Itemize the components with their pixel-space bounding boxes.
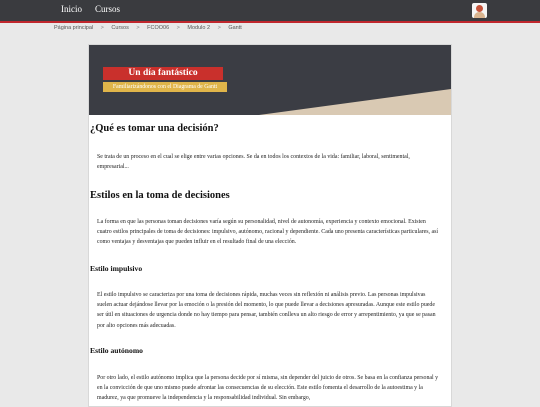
paragraph-autonomous: Por otro lado, el estilo autónomo implica que la persona decide por sí misma, sin depender del juicio de otros. Se basa en la confianza personal y en la convicción de que uno mismo puede afrontar las consecuencias de su elección. Este estilo fomenta el desarrollo de la autoestima y la madurez, ya que promueve la independencia y la responsabilidad individual. Sin embargo,	[97, 375, 439, 402]
breadcrumb-separator: >	[100, 25, 104, 31]
top-navbar	[0, 0, 540, 23]
banner-subtitle: Familiarizándonos con el Diagrama de Gantt	[103, 82, 227, 92]
breadcrumb-separator: >	[136, 25, 140, 31]
breadcrumb-courses[interactable]: Cursos	[111, 25, 129, 31]
heading-impulsive: Estilo impulsivo	[90, 264, 143, 273]
breadcrumb-separator: >	[217, 25, 221, 31]
breadcrumb-home[interactable]: Página principal	[54, 25, 94, 31]
heading-styles: Estilos en la toma de decisiones	[90, 190, 230, 201]
banner-decoration	[89, 45, 451, 115]
breadcrumb-current: Gantt	[228, 25, 242, 31]
nav-courses-link[interactable]: Cursos	[95, 4, 121, 14]
banner-title: Un día fantástico	[103, 67, 223, 80]
page-banner	[89, 45, 451, 115]
heading-decision: ¿Qué es tomar una decisión?	[90, 123, 219, 134]
breadcrumb-module[interactable]: Modulo 2	[187, 25, 211, 31]
paragraph-impulsive: El estilo impulsivo se caracteriza por una toma de decisiones rápida, muchas veces sin reflexión ni análisis previo. Las personas impulsivas suelen actuar dejándose llevar por la emoción o la presión del momento, lo que puede llevar a decisiones apresuradas. Aunque este estilo puede ser útil en situaciones de urgencia donde no hay tiempo para pensar, también conlleva un alto riesgo de error y arrepentimiento, ya que se pasan por alto opciones más adecuadas.	[97, 292, 436, 329]
breadcrumb-separator: >	[176, 25, 180, 31]
user-avatar-icon[interactable]	[472, 3, 487, 18]
nav-home-link[interactable]: Inicio	[61, 4, 82, 14]
heading-autonomous: Estilo autónomo	[90, 346, 143, 355]
breadcrumb-course-code[interactable]: FCOO06	[147, 25, 170, 31]
paragraph-styles: La forma en que las personas toman decisiones varía según su personalidad, nivel de autonomía, experiencia y contexto emocional. Existen cuatro estilos principales de toma de decisiones: impulsivo, autónomo, racional y dependiente. Cada uno presenta características particulares, así como ventajas y desventajas que pueden influir en el resultado final de una elección.	[97, 219, 439, 246]
paragraph-decision: Se trata de un proceso en el cual se elige entre varias opciones. Se da en todos los contextos de la vida: familiar, laboral, sentimental, empresarial...	[97, 154, 410, 171]
breadcrumb	[54, 25, 248, 31]
content-card	[88, 44, 452, 407]
